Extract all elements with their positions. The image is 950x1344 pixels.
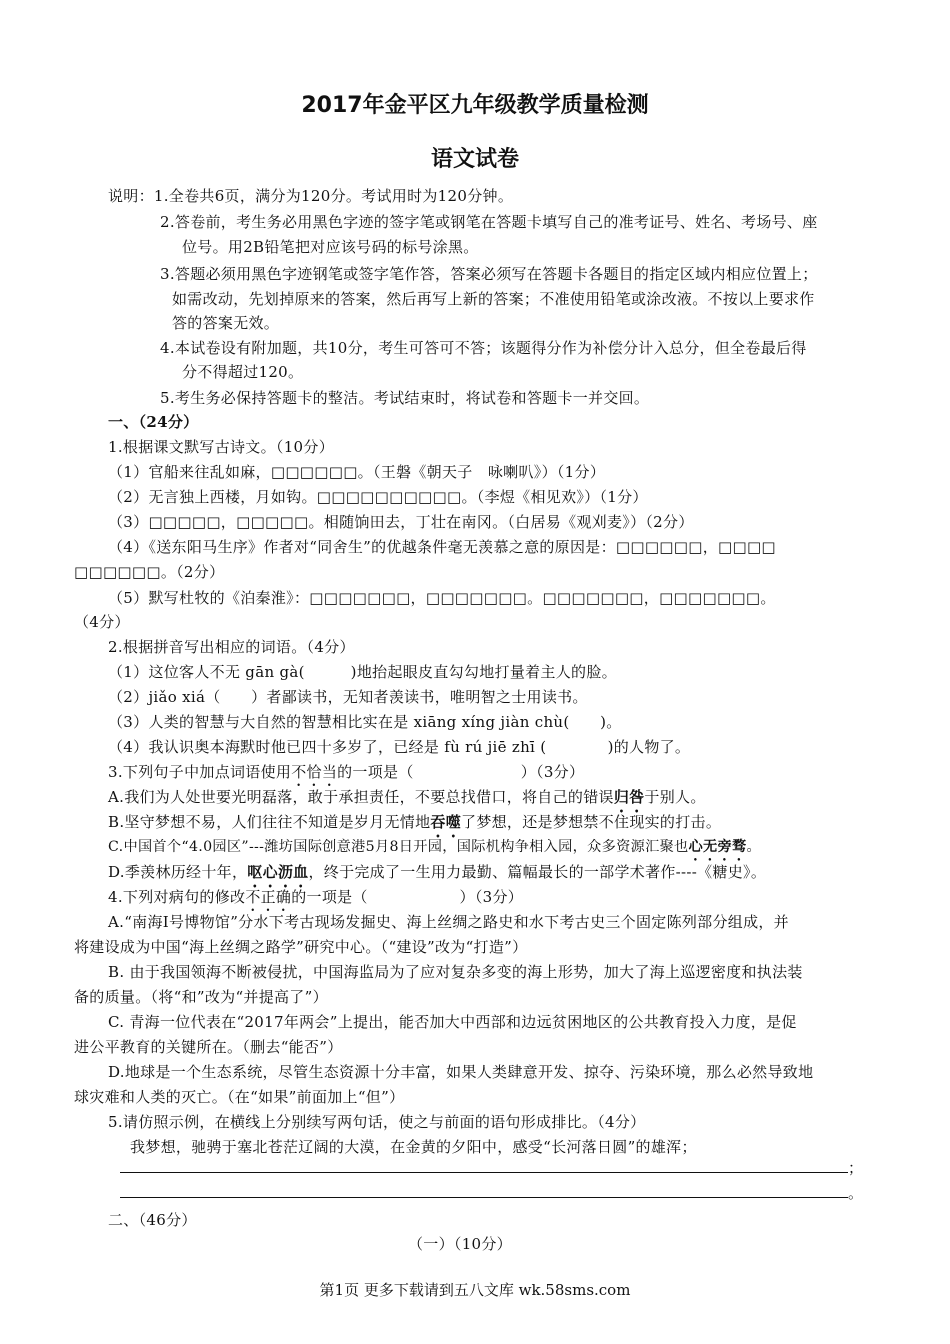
question-item: （3）□□□□□，□□□□□。相随饷田去，丁壮在南冈。（白居易《观刈麦》）（2分） — [108, 513, 694, 531]
option-text: 于别人。 — [644, 788, 706, 806]
note-line: 5.考生务必保持答题卡的整洁。考试结束时，将试卷和答题卡一并交回。 — [160, 389, 650, 407]
example-sentence: 我梦想，驰骋于塞北苍茫辽阔的大漠，在金黄的夕阳中，感受“长河落日圆”的雄浑； — [130, 1138, 697, 1156]
option-text: 。 — [746, 839, 761, 855]
option-text: D.季羡林历经十年， — [108, 863, 248, 881]
note-line: 位号。用2B铅笔把对应该号码的标号涂黑。 — [182, 238, 479, 256]
option-line: D.地球是一个生态系统，尽管生态资源十分丰富，如果人类肆意开发、掠夺、污染环境，那么必然导致地 — [108, 1063, 814, 1081]
note-line: 4.本试卷设有附加题，共10分，考生可答可不答；该题得分作为补偿分计入总分，但全卷最后得 — [160, 339, 807, 357]
question-item: （3）人类的智慧与大自然的智慧相比实在是 xiāng xíng jiàn chù( )。 — [108, 713, 622, 731]
stem-text: 3.下列句子中加点词语使用 — [108, 763, 292, 781]
question-item: （2）jiǎo xiá（ ）者鄙读书，无知者羡读书，唯明智之士用读书。 — [108, 688, 588, 706]
note-line: 答的答案无效。 — [172, 314, 280, 332]
answer-line-1[interactable] — [120, 1172, 848, 1173]
section-heading: 二、（46分） — [108, 1211, 197, 1229]
option-line: 进公平教育的关键所在。（删去“能否”） — [74, 1038, 343, 1056]
question-stem: 2.根据拼音写出相应的词语。（4分） — [108, 638, 355, 656]
question-stem: 5.请仿照示例，在横线上分别续写两句话，使之与前面的语句形成排比。（4分） — [108, 1113, 646, 1131]
option-text: C.中国首个“4.0园区”---潍坊国际创意港5月8日开园，国际机构争相入园，众多资源汇聚也 — [108, 839, 689, 855]
dotted-word: 呕心沥血 — [247, 863, 309, 881]
option-line: 将建设成为中国“海上丝绸之路学”研究中心。（“建设”改为“打造”） — [74, 938, 528, 956]
dotted-word: 心无旁骛 — [688, 839, 747, 855]
option-line: 备的质量。（将“和”改为“并提高了”） — [74, 988, 328, 1006]
note-line: 2.答卷前，考生务必用黑色字迹的签字笔或钢笔在答题卡填写自己的准考证号、姓名、考场号、座 — [160, 213, 818, 231]
option-line: A.“南海Ⅰ号博物馆”分水下考古现场发掘史、海上丝绸之路史和水下考古史三个固定陈列部分组成，并 — [108, 913, 789, 931]
question-item: （4分） — [74, 613, 130, 631]
question-stem: 1.根据课文默写古诗文。（10分） — [108, 438, 334, 456]
exam-subtitle: 语文试卷 — [430, 147, 519, 172]
dotted-emphasis: 不正确 — [245, 888, 292, 906]
answer-line-end: 。 — [848, 1184, 864, 1202]
question-item: □□□□□□。（2分） — [74, 563, 225, 581]
option-text: ，终于完成了一生用力最勤、篇幅最长的一部学术著作----《糖史》。 — [308, 863, 767, 881]
stem-text: 的一项是（ ）（3分） — [291, 888, 524, 906]
question-stem — [108, 762, 584, 790]
subsection-heading: （一）（10分） — [408, 1235, 512, 1253]
answer-line-2[interactable] — [120, 1197, 848, 1198]
question-item: （2）无言独上西楼，月如钩。□□□□□□□□□□。（李煜《相见欢》）（1分） — [108, 488, 648, 506]
option-c — [108, 837, 761, 864]
stem-text: 4.下列对病句的修改 — [108, 888, 246, 906]
answer-line-end: ； — [848, 1159, 864, 1177]
question-item: （1）这位客人不无 gān gà( )地抬起眼皮直勾勾地打量着主人的脸。 — [108, 663, 617, 681]
question-item: （1）官船来往乱如麻，□□□□□□。（王磐《朝天子 咏喇叭》）（1分） — [108, 463, 606, 481]
question-item: （5）默写杜牧的《泊秦淮》：□□□□□□□，□□□□□□□。□□□□□□□，□□□□□□□。 — [108, 589, 776, 607]
note-line: 说明：1.全卷共6页，满分为120分。考试用时为120分钟。 — [108, 187, 514, 205]
option-text: 了梦想，还是梦想禁不住现实的打击。 — [461, 813, 722, 831]
question-item: （4）我认识奥本海默时他已四十多岁了，已经是 fù rú jiē zhī ( )的人物了。 — [108, 738, 691, 756]
note-line: 分不得超过120。 — [182, 363, 304, 381]
option-line: B. 由于我国领海不断被侵扰，中国海监局为了应对复杂多变的海上形势，加大了海上巡逻密度和执法装 — [108, 963, 803, 981]
dotted-word: 吞噬 — [430, 813, 462, 831]
question-stem — [108, 887, 523, 915]
dotted-word: 归咎 — [613, 788, 645, 806]
note-line: 3.答题必须用黑色字迹钢笔或签字笔作答，答案必须写在答题卡各题目的指定区域内相应位置上； — [160, 265, 818, 283]
page-footer: 第1页 更多下载请到五八文库 wk.58sms.com — [319, 1281, 631, 1299]
section-heading: 一、（24分） — [108, 413, 199, 431]
option-line: 球灾难和人类的灭亡。（在“如果”前面加上“但”） — [74, 1088, 405, 1106]
dotted-emphasis: 不恰当 — [291, 763, 338, 781]
stem-text: 的一项是（ ）（3分） — [337, 763, 585, 781]
exam-title: 2017年金平区九年级教学质量检测 — [301, 93, 649, 118]
note-line: 如需改动，先划掉原来的答案，然后再写上新的答案；不准使用铅笔或涂改液。不按以上要求作 — [172, 290, 815, 308]
option-text: A.我们为人处世要光明磊落，敢于承担责任，不要总找借口，将自己的错误 — [108, 788, 614, 806]
question-item: （4）《送东阳马生序》作者对“同舍生”的优越条件毫无羡慕之意的原因是：□□□□□□，□□□□ — [108, 538, 776, 556]
option-text: B.坚守梦想不易，人们往往不知道是岁月无情地 — [108, 813, 431, 831]
option-line: C. 青海一位代表在“2017年两会”上提出，能否加大中西部和边远贫困地区的公共教育投入力度，是促 — [108, 1013, 797, 1031]
